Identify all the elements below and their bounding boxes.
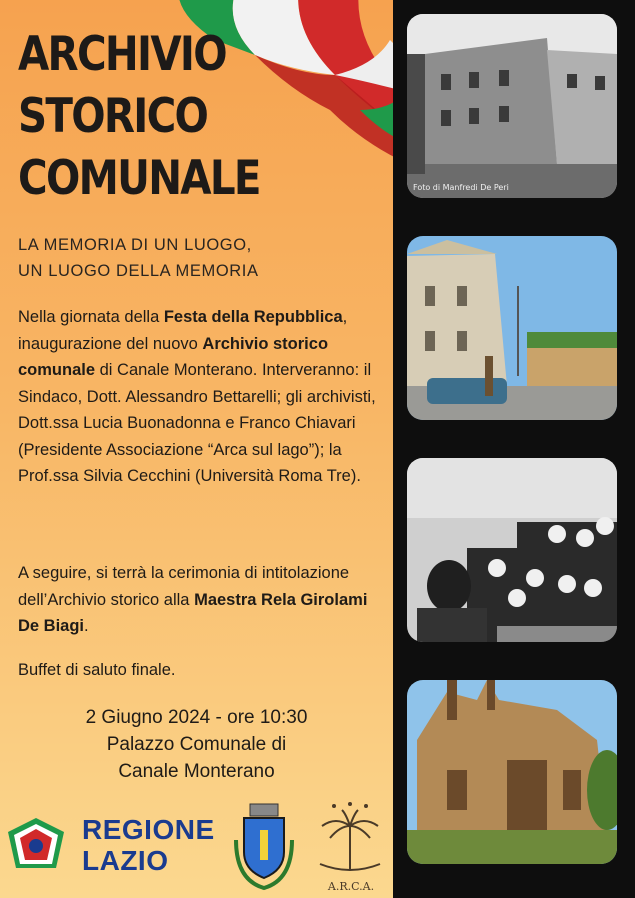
title-line-1: ARCHIVIO [18, 27, 226, 82]
photo-village-street-color [407, 236, 617, 420]
photo-filmstrip [393, 0, 635, 898]
ceremony-bold-maestra: Maestra Rela Girolami De Biagi [18, 590, 368, 635]
regione-lazio-emblem-icon [6, 816, 66, 874]
subtitle-line-1: LA MEMORIA DI UN LUOGO, [18, 236, 252, 254]
event-datetime: 2 Giugno 2024 - ore 10:30 [85, 707, 308, 728]
event-place-line-1: Palazzo Comunale di [106, 734, 287, 755]
event-place-line-2: Canale Monterano [118, 761, 275, 782]
ceremony-text-c: . [84, 617, 89, 635]
title-line-3: COMUNALE [18, 151, 260, 206]
intro-bold-archivio: Archivio storico comunale [18, 334, 329, 379]
photo-old-village-bw [407, 14, 617, 198]
intro-bold-festa: Festa della Repubblica [163, 308, 343, 326]
photo-ruins-art [407, 680, 617, 864]
photo-ruins-color [407, 680, 617, 864]
arca-palm-logo-icon [312, 800, 388, 878]
subtitle [18, 232, 259, 284]
photo-old-village-art [407, 14, 617, 198]
page-title [18, 24, 260, 210]
logos-bar [0, 796, 393, 896]
intro-text-e: di Canale Monterano. Interveranno: il Sindaco, Dott. Alessandro Bettarelli; gli archivisti, Dott.ssa Lucia Buonadonna e Franco Chiavari (Presidente Associazione “Arca sul lago”); la Prof.ssa Silvia Cecchini (Università Roma Tre). [18, 361, 376, 485]
intro-paragraph [18, 304, 383, 490]
region-line-2: LAZIO [82, 845, 169, 876]
photo-classroom-bw [407, 458, 617, 642]
event-info [0, 704, 393, 785]
subtitle-line-2: UN LUOGO DELLA MEMORIA [18, 262, 259, 280]
photo-classroom-art [407, 458, 617, 642]
arca-label: A.R.C.A. [327, 880, 375, 893]
comune-coat-of-arms-icon [232, 800, 296, 892]
ceremony-text-a: A seguire, si terrà la cerimonia di intitolazione dell’Archivio storico alla [18, 564, 350, 609]
ceremony-paragraph [18, 560, 383, 640]
regione-lazio-logo [82, 814, 215, 876]
buffet-paragraph: Buffet di saluto finale. [18, 661, 176, 679]
intro-text-a: Nella giornata della [18, 308, 164, 326]
photo-credit: Foto di Manfredi De Peri [413, 183, 509, 192]
title-line-2: STORICO [18, 89, 208, 144]
region-line-1: REGIONE [82, 814, 215, 845]
intro-text-c: , inaugurazione del nuovo [18, 308, 348, 353]
photo-village-street-art [407, 236, 617, 420]
